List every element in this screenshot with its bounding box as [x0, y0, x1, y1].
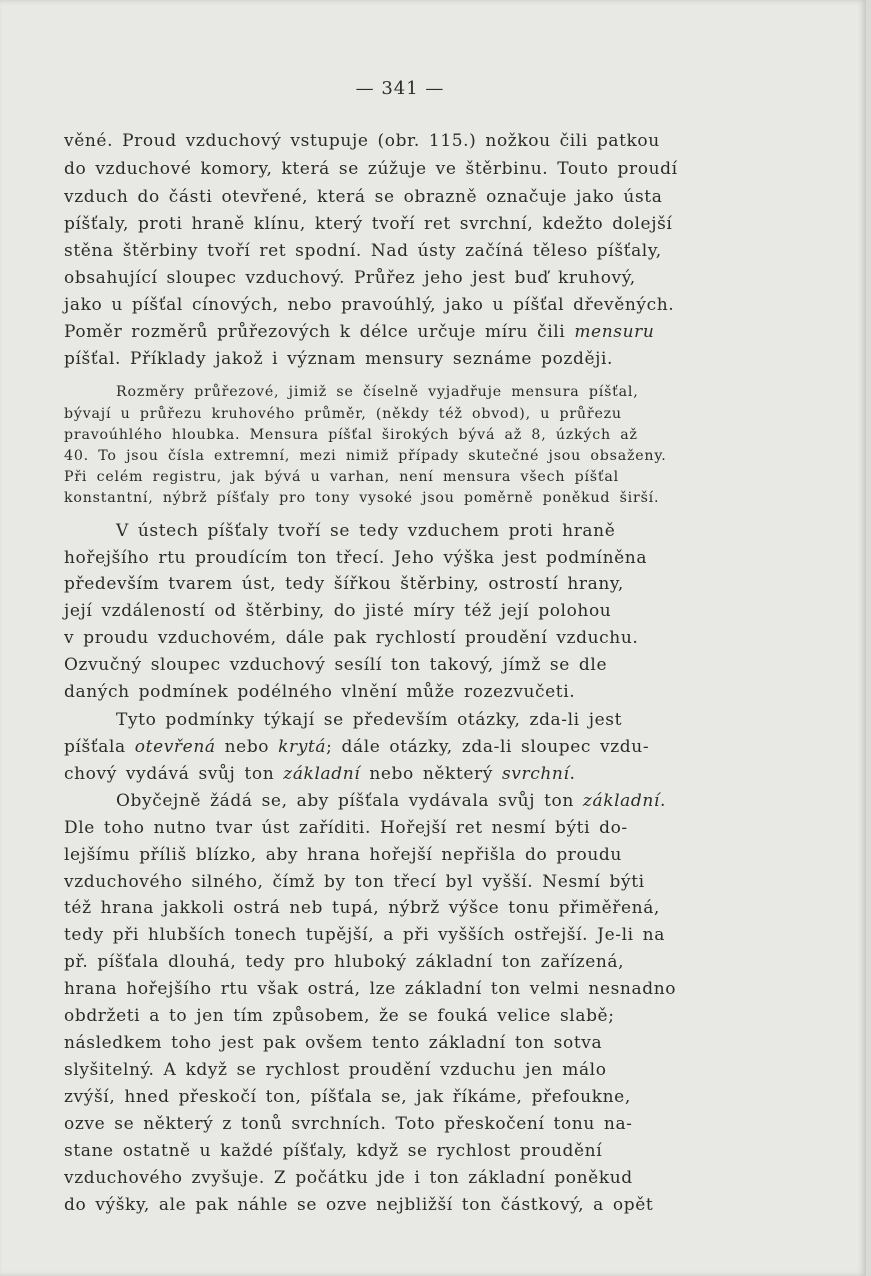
text-segment: nebo — [215, 737, 279, 757]
text-line: stěna štěrbiny tvoří ret spodní. Nad ústy začíná těleso píšťaly, — [64, 241, 662, 261]
text-segment: chový vydává svůj ton — [64, 764, 284, 784]
text-line: obsahující sloupec vzduchový. Průřez jeho jest buď kruhový, — [64, 268, 636, 288]
text-line: věné. Proud vzduchový vstupuje (obr. 115.) nožkou čili patkou — [64, 131, 660, 151]
text-line — [64, 322, 724, 342]
text-line: píšťaly, proti hraně klínu, který tvoří ret svrchní, kdežto dolejší — [64, 214, 673, 234]
italic-term: základní — [283, 764, 361, 784]
note-line: konstantní, nýbrž píšťaly pro tony vysoké jsou poměrně poněkud širší. — [64, 490, 660, 506]
text-segment: píšťala — [64, 737, 135, 757]
text-line: př. píšťala dlouhá, tedy pro hluboký základní ton zařízená, — [64, 952, 625, 972]
text-line: v proudu vzduchovém, dále pak rychlostí proudění vzduchu. — [64, 628, 639, 648]
text-line: následkem toho jest pak ovšem tento základní ton sotva — [64, 1033, 603, 1053]
text-line: její vzdáleností od štěrbiny, do jisté míry též její polohou — [64, 601, 612, 621]
text-line — [64, 791, 724, 811]
italic-term: krytá — [278, 737, 327, 757]
text-line: do vzduchové komory, která se zúžuje ve štěrbinu. Touto proudí — [64, 159, 678, 179]
italic-term: základní — [582, 791, 660, 811]
text-line: vzduchového zvyšuje. Z počátku jde i ton základní poněkud — [64, 1168, 633, 1188]
note-line: bývají u průřezu kruhového průměr, (někdy též obvod), u průřezu — [64, 406, 622, 422]
text-line: stane ostatně u každé píšťaly, když se rychlost proudění — [64, 1141, 603, 1161]
text-line: obdržeti a to jen tím způsobem, že se fouká velice slabě; — [64, 1006, 615, 1026]
note-line: Rozměry průřezové, jimiž se číselně vyjadřuje mensura píšťal, — [116, 384, 639, 400]
italic-term: mensuru — [574, 322, 655, 342]
text-line: tedy při hlubších tonech tupější, a při vyšších ostřejší. Je-li na — [64, 925, 665, 945]
text-line: vzduch do části otevřené, která se obrazně označuje jako ústa — [64, 187, 663, 207]
text-line: V ústech píšťaly tvoří se tedy vzduchem proti hraně — [116, 521, 616, 541]
text-line: hrana hořejšího rtu však ostrá, lze základní ton velmi nesnadno — [64, 979, 677, 999]
italic-term: otevřená — [134, 737, 216, 757]
text-line: píšťal. Příklady jakož i význam mensury seznáme později. — [64, 349, 614, 369]
text-line: Tyto podmínky týkají se především otázky, zda-li jest — [116, 710, 622, 730]
text-line — [64, 737, 724, 757]
text-segment: nebo některý — [360, 764, 502, 784]
text-line: jako u píšťal cínových, nebo pravoúhlý, jako u píšťal dřevěných. — [64, 295, 675, 315]
text-segment: ; dále otázky, zda-li sloupec vzdu- — [326, 737, 650, 757]
page-number: — 341 — — [355, 78, 445, 99]
text-line: především tvarem úst, tedy šířkou štěrbiny, ostrostí hrany, — [64, 574, 624, 594]
text-line: hořejšího rtu proudícím ton třecí. Jeho výška jest podmíněna — [64, 548, 648, 568]
text-segment: . — [659, 791, 666, 811]
text-line: zvýší, hned přeskočí ton, píšťala se, jak říkáme, přefoukne, — [64, 1087, 631, 1107]
text-line: slyšitelný. A když se rychlost proudění vzduchu jen málo — [64, 1060, 607, 1080]
text-segment: Poměr rozměrů průřezových k délce určuje míru čili — [64, 322, 566, 342]
text-line: ozve se některý z tonů svrchních. Toto přeskočení tonu na- — [64, 1114, 633, 1134]
note-line: pravoúhlého hloubka. Mensura píšťal širokých bývá až 8, úzkých až — [64, 427, 638, 443]
text-segment: Obyčejně žádá se, aby píšťala vydávala svůj ton — [116, 791, 583, 811]
text-line: daných podmínek podélného vlnění může rozezvučeti. — [64, 682, 576, 702]
text-line: lejšímu příliš blízko, aby hrana hořejší nepřišla do proudu — [64, 845, 622, 865]
text-line — [64, 764, 724, 784]
italic-term: svrchní — [501, 764, 570, 784]
note-line: Při celém registru, jak bývá u varhan, není mensura všech píšťal — [64, 469, 619, 485]
text-line: Dle toho nutno tvar úst zaříditi. Hořejší ret nesmí býti do- — [64, 818, 628, 838]
text-segment: . — [569, 764, 576, 784]
text-line: Ozvučný sloupec vzduchový sesílí ton takový, jímž se dle — [64, 655, 608, 675]
text-line: též hrana jakkoli ostrá neb tupá, nýbrž výšce tonu přiměřená, — [64, 898, 660, 918]
text-line: vzduchového silného, čímž by ton třecí byl vyšší. Nesmí býti — [64, 872, 645, 892]
text-line: do výšky, ale pak náhle se ozve nejbližší ton částkový, a opět — [64, 1195, 654, 1215]
note-line: 40. To jsou čísla extremní, mezi nimiž případy skutečné jsou obsaženy. — [64, 448, 667, 464]
